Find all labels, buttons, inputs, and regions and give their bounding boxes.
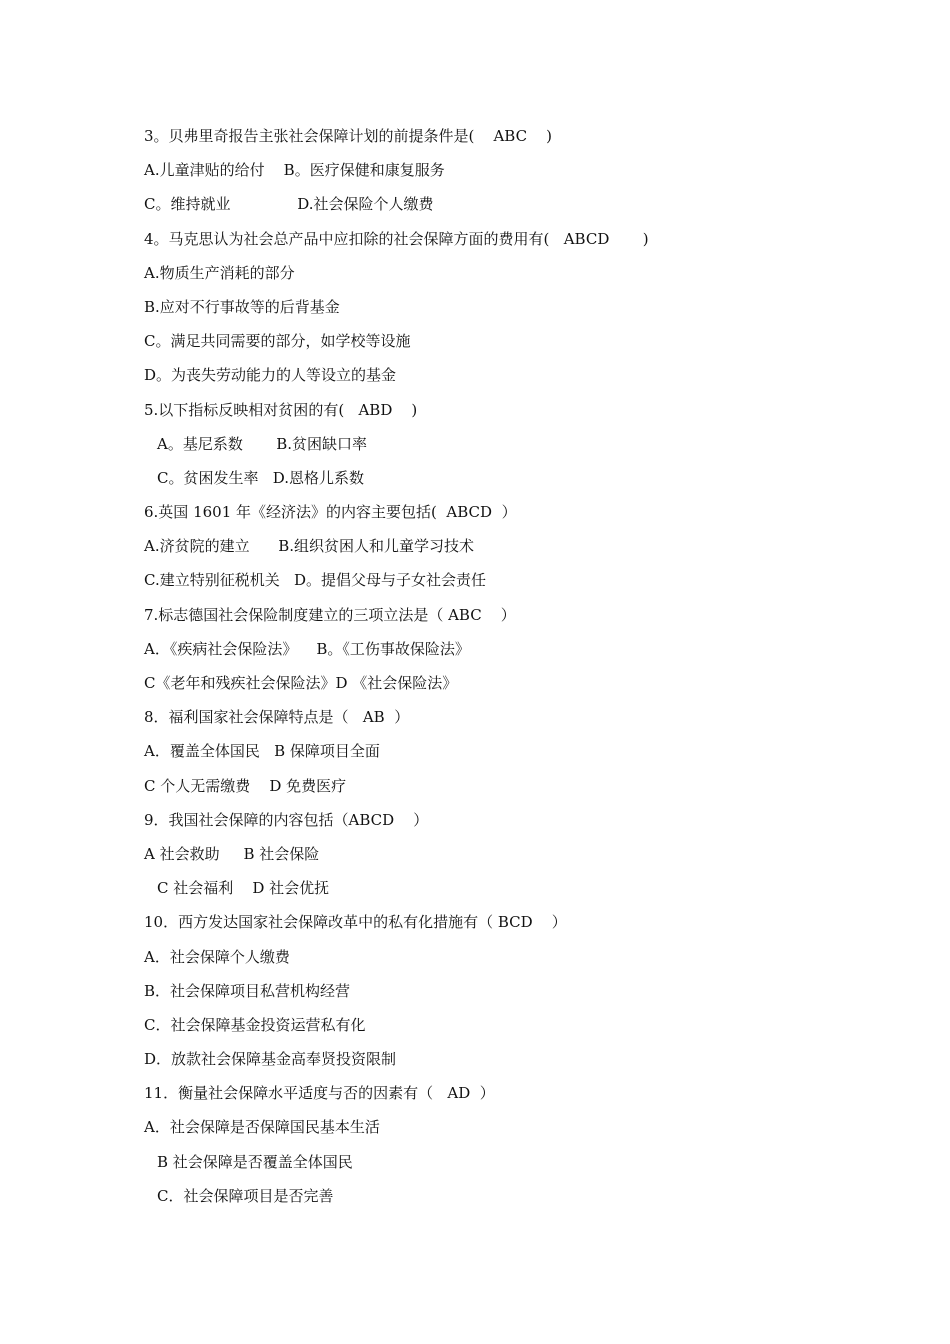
question-7: 7.标志德国社会保险制度建立的三项立法是（ ABC ） — [144, 605, 516, 624]
option-line: A。基尼系数 B.贫困缺口率 — [157, 434, 368, 453]
option-line: A．社会保障个人缴费 — [144, 947, 290, 966]
option-line: D。为丧失劳动能力的人等设立的基金 — [144, 366, 397, 385]
option-line: C．社会保障项目是否完善 — [157, 1186, 334, 1205]
question-6: 6.英国 1601 年《经济法》的内容主要包括( ABCD ） — [144, 503, 517, 522]
option-line: A.物质生产消耗的部分 — [144, 263, 295, 282]
option-line: A.儿童津贴的给付 B。医疗保健和康复服务 — [144, 161, 445, 180]
question-10: 10．西方发达国家社会保障改革中的私有化措施有（ BCD ） — [144, 913, 567, 932]
option-line: C《老年和残疾社会保险法》D 《社会保险法》 — [144, 674, 458, 692]
option-line: A．社会保障是否保障国民基本生活 — [144, 1118, 380, 1137]
question-3: 3。贝弗里奇报告主张社会保障计划的前提条件是( ABC ) — [144, 127, 553, 145]
question-list — [144, 119, 824, 1213]
question-5: 5.以下指标反映相对贫困的有( ABD ) — [144, 400, 418, 419]
question-8: 8．福利国家社会保障特点是（ AB ） — [144, 708, 410, 727]
option-line: B.应对不行事故等的后背基金 — [144, 297, 340, 316]
option-line: C。贫困发生率 D.恩格儿系数 — [157, 468, 365, 487]
question-11: 11．衡量社会保障水平适度与否的因素有（ AD ） — [144, 1084, 495, 1103]
question-9: 9．我国社会保障的内容包括（ABCD ） — [144, 810, 429, 829]
option-line: C.建立特别征税机关 D。提倡父母与子女社会责任 — [144, 571, 487, 590]
option-line: A 社会救助 B 社会保险 — [144, 844, 320, 863]
option-line: C 个人无需缴费 D 免费医疗 — [144, 776, 347, 795]
option-line: A．《疾病社会保险法》 B。《工伤事故保险法》 — [144, 639, 470, 658]
question-4: 4。马克思认为社会总产品中应扣除的社会保障方面的费用有( ABCD ) — [144, 229, 649, 248]
option-line: C 社会福利 D 社会优抚 — [157, 879, 330, 898]
option-line: A．覆盖全体国民 B 保障项目全面 — [144, 742, 380, 761]
option-line: C．社会保障基金投资运营私有化 — [144, 1015, 366, 1034]
option-line: C。满足共同需要的部分，如学校等设施 — [144, 332, 411, 351]
option-line: A.济贫院的建立 B.组织贫困人和儿童学习技术 — [144, 537, 475, 556]
option-line: D．放款社会保障基金高奉贤投资限制 — [144, 1050, 397, 1069]
option-line: B．社会保障项目私营机构经营 — [144, 981, 351, 1000]
option-line: C。维持就业 D.社会保险个人缴费 — [144, 195, 434, 214]
option-line: B 社会保障是否覆盖全体国民 — [157, 1152, 353, 1171]
